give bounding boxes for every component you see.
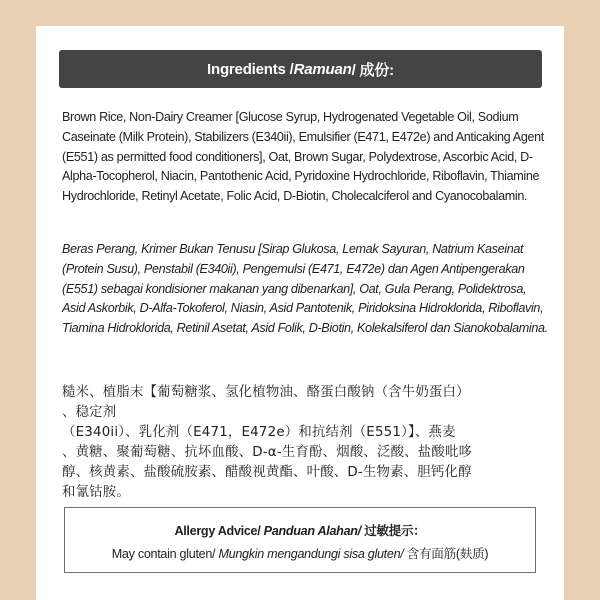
- allergy-text-zh: 含有面筋(麸质): [406, 547, 489, 561]
- allergy-title: [65, 520, 535, 539]
- ingredients-malay: Beras Perang, Krimer Bukan Tenusu [Sirap Glukosa, Lemak Sayuran, Natrium Kaseinat (Protein Susu), Penstabil (E340ii), Pengemulsi (E471, E472e) dan Agen Antipengerakan (E551) sebagai kondisioner makanan yang dibenarkan], Oat, Gula Perang, Polidektrosa, Asid Askorbik, D-Alfa-Tokoferol, Niasin, Asid Pantotenik, Piridoksina Hidroklorida, Riboflavin, Tiamina Hidroklorida, Retinil Asetat, Asid Folik, D-Biotin, Kolekalsiferol dan Sianokobalamina.: [62, 242, 548, 336]
- ingredients-english: Brown Rice, Non-Dairy Creamer [Glucose Syrup, Hydrogenated Vegetable Oil, Sodium Caseinate (Milk Protein), Stabilizers (E340ii), Emulsifier (E471, E472e) and Anticaking Agent (E551) as permitted food conditioners], Oat, Brown Sugar, Polydextrose, Ascorbic Acid, D-Alpha-Tocopherol, Niacin, Pantothenic Acid, Pyridoxine Hydrochloride, Riboflavin, Thiamine Hydrochloride, Retinyl Acetate, Folic Acid, D-Biotin, Cholecalciferol and Cyanocobalamin.: [62, 110, 544, 204]
- header-title-ms: Ramuan: [293, 60, 352, 78]
- allergy-text: [65, 543, 535, 562]
- ingredients-chinese: [62, 383, 548, 503]
- allergy-title-zh: 过敏提示：: [364, 524, 426, 538]
- ingredients-chinese-line: 糙米、植脂末【葡萄糖浆、氢化植物油、酪蛋白酸钠（含牛奶蛋白）: [62, 385, 470, 400]
- header-title-zh: / 成份:: [351, 61, 394, 79]
- ingredients-chinese-line: 醇、核黄素、盐酸硫胺素、醋酸视黄酯、叶酸、D-生物素、胆钙化醇: [62, 465, 472, 480]
- ingredients-chinese-line: （E340ii）、乳化剂（E471，E472e）和抗结剂（E551）】、燕麦: [62, 425, 456, 440]
- allergy-title-en: Allergy Advice/: [174, 524, 264, 538]
- ingredients-chinese-line: 、稳定剂: [62, 405, 117, 420]
- ingredients-chinese-line: 、黄糖、聚葡萄糖、抗坏血酸、D-α-生育酚、烟酸、泛酸、盐酸吡哆: [62, 445, 473, 460]
- allergy-text-en: May contain gluten/: [111, 547, 219, 561]
- allergy-text-ms: Mungkin mengandungi sisa gluten/: [218, 547, 404, 561]
- ingredients-header: [59, 50, 542, 88]
- header-title-en: Ingredients /: [207, 60, 294, 78]
- allergy-title-ms: Panduan Alahan/: [263, 524, 361, 538]
- ingredients-card: [36, 26, 564, 600]
- ingredients-chinese-line: 和氰钴胺。: [62, 485, 130, 500]
- allergy-advice-box: [64, 507, 536, 573]
